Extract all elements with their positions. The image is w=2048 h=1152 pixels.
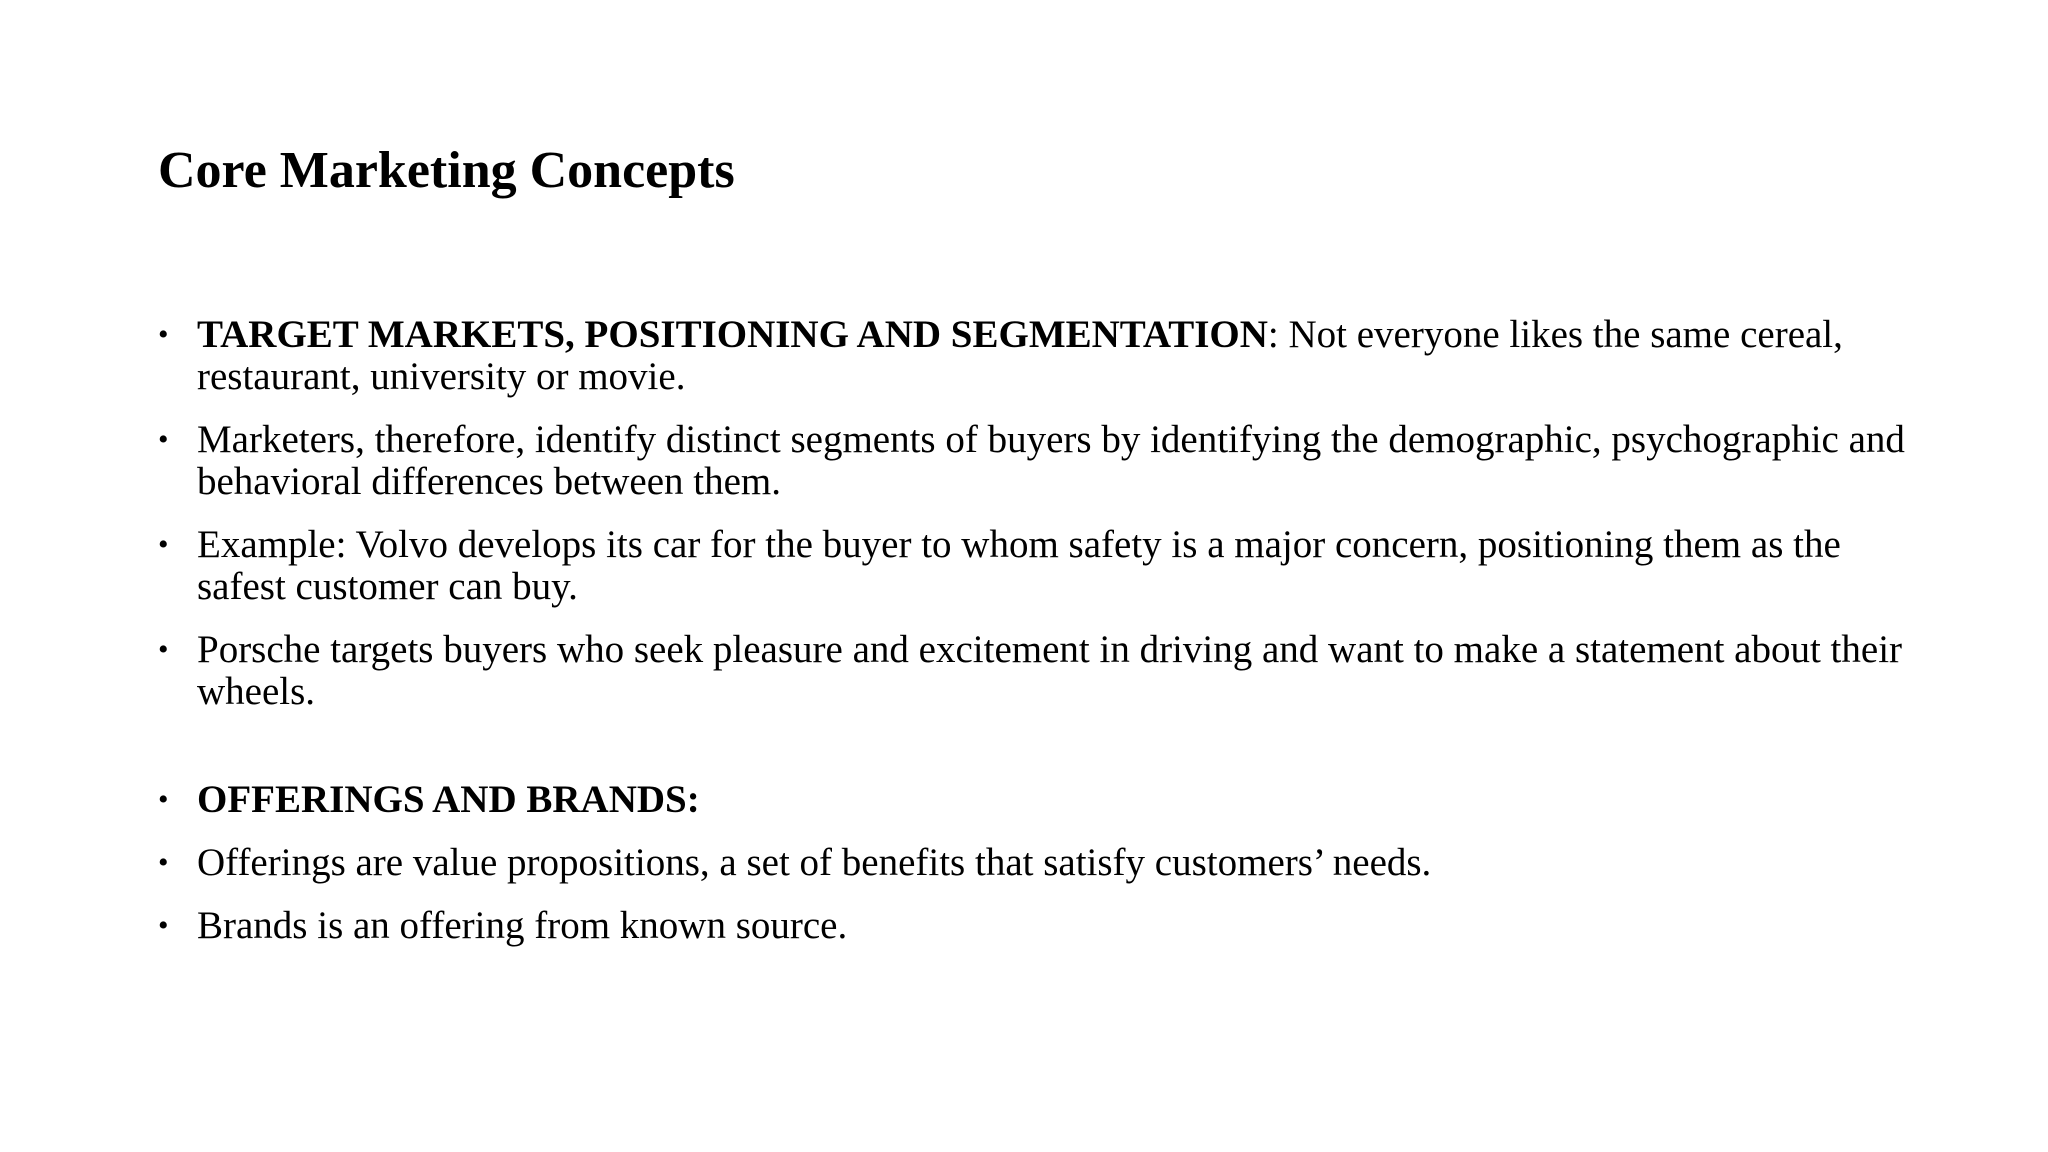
bullet-item-volvo-example — [158, 524, 1918, 608]
bullet-text: Brands is an offering from known source. — [197, 904, 848, 947]
bullet-item-segments — [158, 419, 1918, 503]
bullet-text: Porsche targets buyers who seek pleasure and excitement in driving and want to make a statement about their wheels. — [197, 628, 1903, 713]
slide-title: Core Marketing Concepts — [158, 142, 735, 199]
bullet-icon: • — [158, 633, 169, 666]
bullet-list — [158, 314, 1918, 968]
bullet-icon: • — [158, 528, 169, 561]
bullet-icon: • — [158, 423, 169, 456]
bullet-icon: • — [158, 909, 169, 942]
bullet-icon: • — [158, 783, 169, 816]
bullet-text: Marketers, therefore, identify distinct segments of buyers by identifying the demographic, psychographic and behavioral differences between them. — [197, 418, 1905, 503]
bullet-item-offerings-brands — [158, 779, 1918, 821]
bullet-item-offerings — [158, 842, 1918, 884]
bullet-text: Offerings are value propositions, a set of benefits that satisfy customers’ needs. — [197, 841, 1432, 884]
bullet-icon: • — [158, 318, 169, 351]
bullet-icon: • — [158, 846, 169, 879]
bullet-heading: TARGET MARKETS, POSITIONING AND SEGMENTATION — [197, 313, 1268, 356]
bullet-heading: OFFERINGS AND BRANDS: — [197, 778, 700, 821]
bullet-item-brands — [158, 905, 1918, 947]
bullet-item-target-markets — [158, 314, 1918, 398]
bullet-text: Example: Volvo develops its car for the buyer to whom safety is a major concern, positioning them as the safest customer can buy. — [197, 523, 1841, 608]
bullet-text: : Not everyone likes the same cereal, restaurant, university or movie. — [197, 313, 1843, 398]
bullet-item-porsche — [158, 629, 1918, 713]
